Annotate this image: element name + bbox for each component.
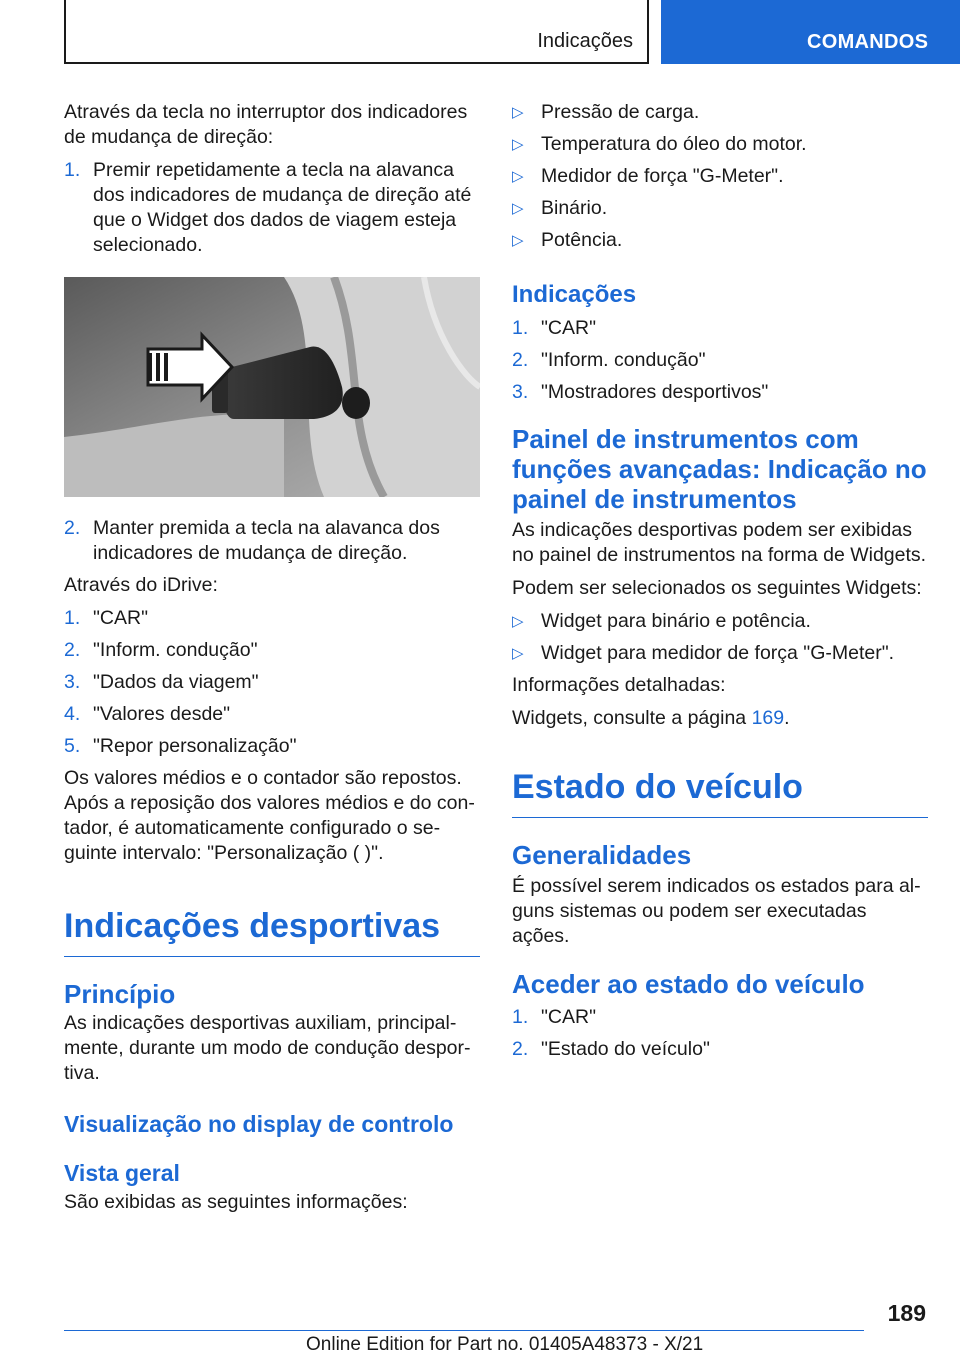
- turn-signal-lever-illustration: [64, 277, 480, 497]
- indications-steps-list: [512, 316, 928, 405]
- heading-access-state: Aceder ao estado do veículo: [512, 969, 865, 999]
- step-item: 2. "Inform. condução": [64, 639, 258, 661]
- heading-overview: Vista geral: [64, 1160, 180, 1186]
- page-link[interactable]: 169: [751, 707, 785, 729]
- info-bullets-list: [512, 100, 928, 253]
- triangle-bullet-icon: ▷: [512, 232, 524, 249]
- step-item: 2. "Estado do veículo": [512, 1038, 710, 1060]
- step-item: 5. "Repor personalização": [64, 735, 297, 757]
- widget-bullets-list: [512, 609, 928, 666]
- step-item: 1. "CAR": [512, 1006, 597, 1028]
- overview-text: São exibidas as seguintes informações:: [64, 1191, 408, 1213]
- heading-vehicle-state: Estado do veículo: [512, 767, 928, 818]
- details-label: Informações detalhadas:: [512, 674, 726, 696]
- principle-text: As indicações desportivas auxiliam, principalmente, durante um modo de condução desportiva.: [64, 1012, 471, 1084]
- bullet-item: ▷ Temperatura do óleo do motor.: [512, 133, 807, 155]
- idrive-steps-list: [64, 606, 480, 759]
- panel-text: As indicações desportivas podem ser exibidas no painel de instrumentos na forma de Widgets.: [512, 519, 927, 566]
- triangle-bullet-icon: ▷: [512, 200, 524, 217]
- footer-edition: Online Edition for Part no. 01405A48373 - X/21: [306, 1334, 704, 1355]
- intro-text: Através da tecla no interruptor dos indicadores de mudança de direção:: [64, 101, 468, 148]
- triangle-bullet-icon: ▷: [512, 613, 524, 630]
- bullet-item: ▷ Medidor de força "G-Meter".: [512, 165, 784, 187]
- step-item: 4. "Valores desde": [64, 703, 231, 725]
- triangle-bullet-icon: ▷: [512, 104, 524, 121]
- right-column: [512, 100, 928, 1069]
- step-item: 3. "Mostradores desportivos": [512, 381, 769, 403]
- triangle-bullet-icon: ▷: [512, 645, 524, 662]
- heading-general: Generalidades: [512, 840, 692, 870]
- triangle-bullet-icon: ▷: [512, 136, 524, 153]
- general-text: É possível serem indicados os estados para alguns sistemas ou podem ser executadas ações.: [512, 875, 921, 947]
- step-item: 1. "CAR": [512, 317, 597, 339]
- step-item: 1. Premir repetidamente a tecla na alavanca dos indicadores de mudança de direção até que o Widget dos dados de viagem esteja selecionado.: [64, 159, 472, 256]
- bullet-item: ▷ Widget para binário e potência.: [512, 610, 811, 632]
- bullet-item: ▷ Potência.: [512, 229, 623, 251]
- step-item: 2. Manter premida a tecla na alavanca dos indicadores de mudança de direção.: [64, 517, 440, 564]
- panel-select-text: Podem ser selecionados os seguintes Widgets:: [512, 577, 922, 599]
- bullet-item: ▷ Widget para medidor de força "G-Meter".: [512, 642, 895, 664]
- reset-note: Os valores médios e o contador são repostos. Após a reposição dos valores médios e do contador, é automaticamente configurado o seguinte intervalo: "Personalização ( )".: [64, 767, 475, 864]
- idrive-intro: Através do iDrive:: [64, 574, 218, 596]
- header-section-title: Indicações: [537, 30, 633, 52]
- step-item: 1. "CAR": [64, 607, 149, 629]
- step-item: 2. "Inform. condução": [512, 349, 706, 371]
- details-text: Widgets, consulte a página 169.: [512, 707, 790, 729]
- page-number: 189: [887, 1300, 926, 1326]
- access-steps-list: [512, 1005, 928, 1062]
- footer-divider: [64, 1330, 864, 1331]
- triangle-bullet-icon: ▷: [512, 168, 524, 185]
- heading-display: Visualização no display de controlo: [64, 1111, 454, 1137]
- header-chapter-tab[interactable]: COMANDOS: [661, 0, 960, 64]
- bullet-item: ▷ Pressão de carga.: [512, 101, 700, 123]
- header-section-box: [64, 0, 649, 64]
- heading-principle: Princípio: [64, 979, 176, 1009]
- heading-indications: Indicações: [512, 281, 637, 308]
- step-item: 3. "Dados da viagem": [64, 671, 259, 693]
- bullet-item: ▷ Binário.: [512, 197, 608, 219]
- left-column: [64, 100, 480, 1215]
- heading-sport-indications: Indicações desportivas: [64, 906, 480, 957]
- heading-instrument-panel: Painel de instrumentos com funções avançadas: Indicação no painel de instrumentos: [512, 424, 927, 514]
